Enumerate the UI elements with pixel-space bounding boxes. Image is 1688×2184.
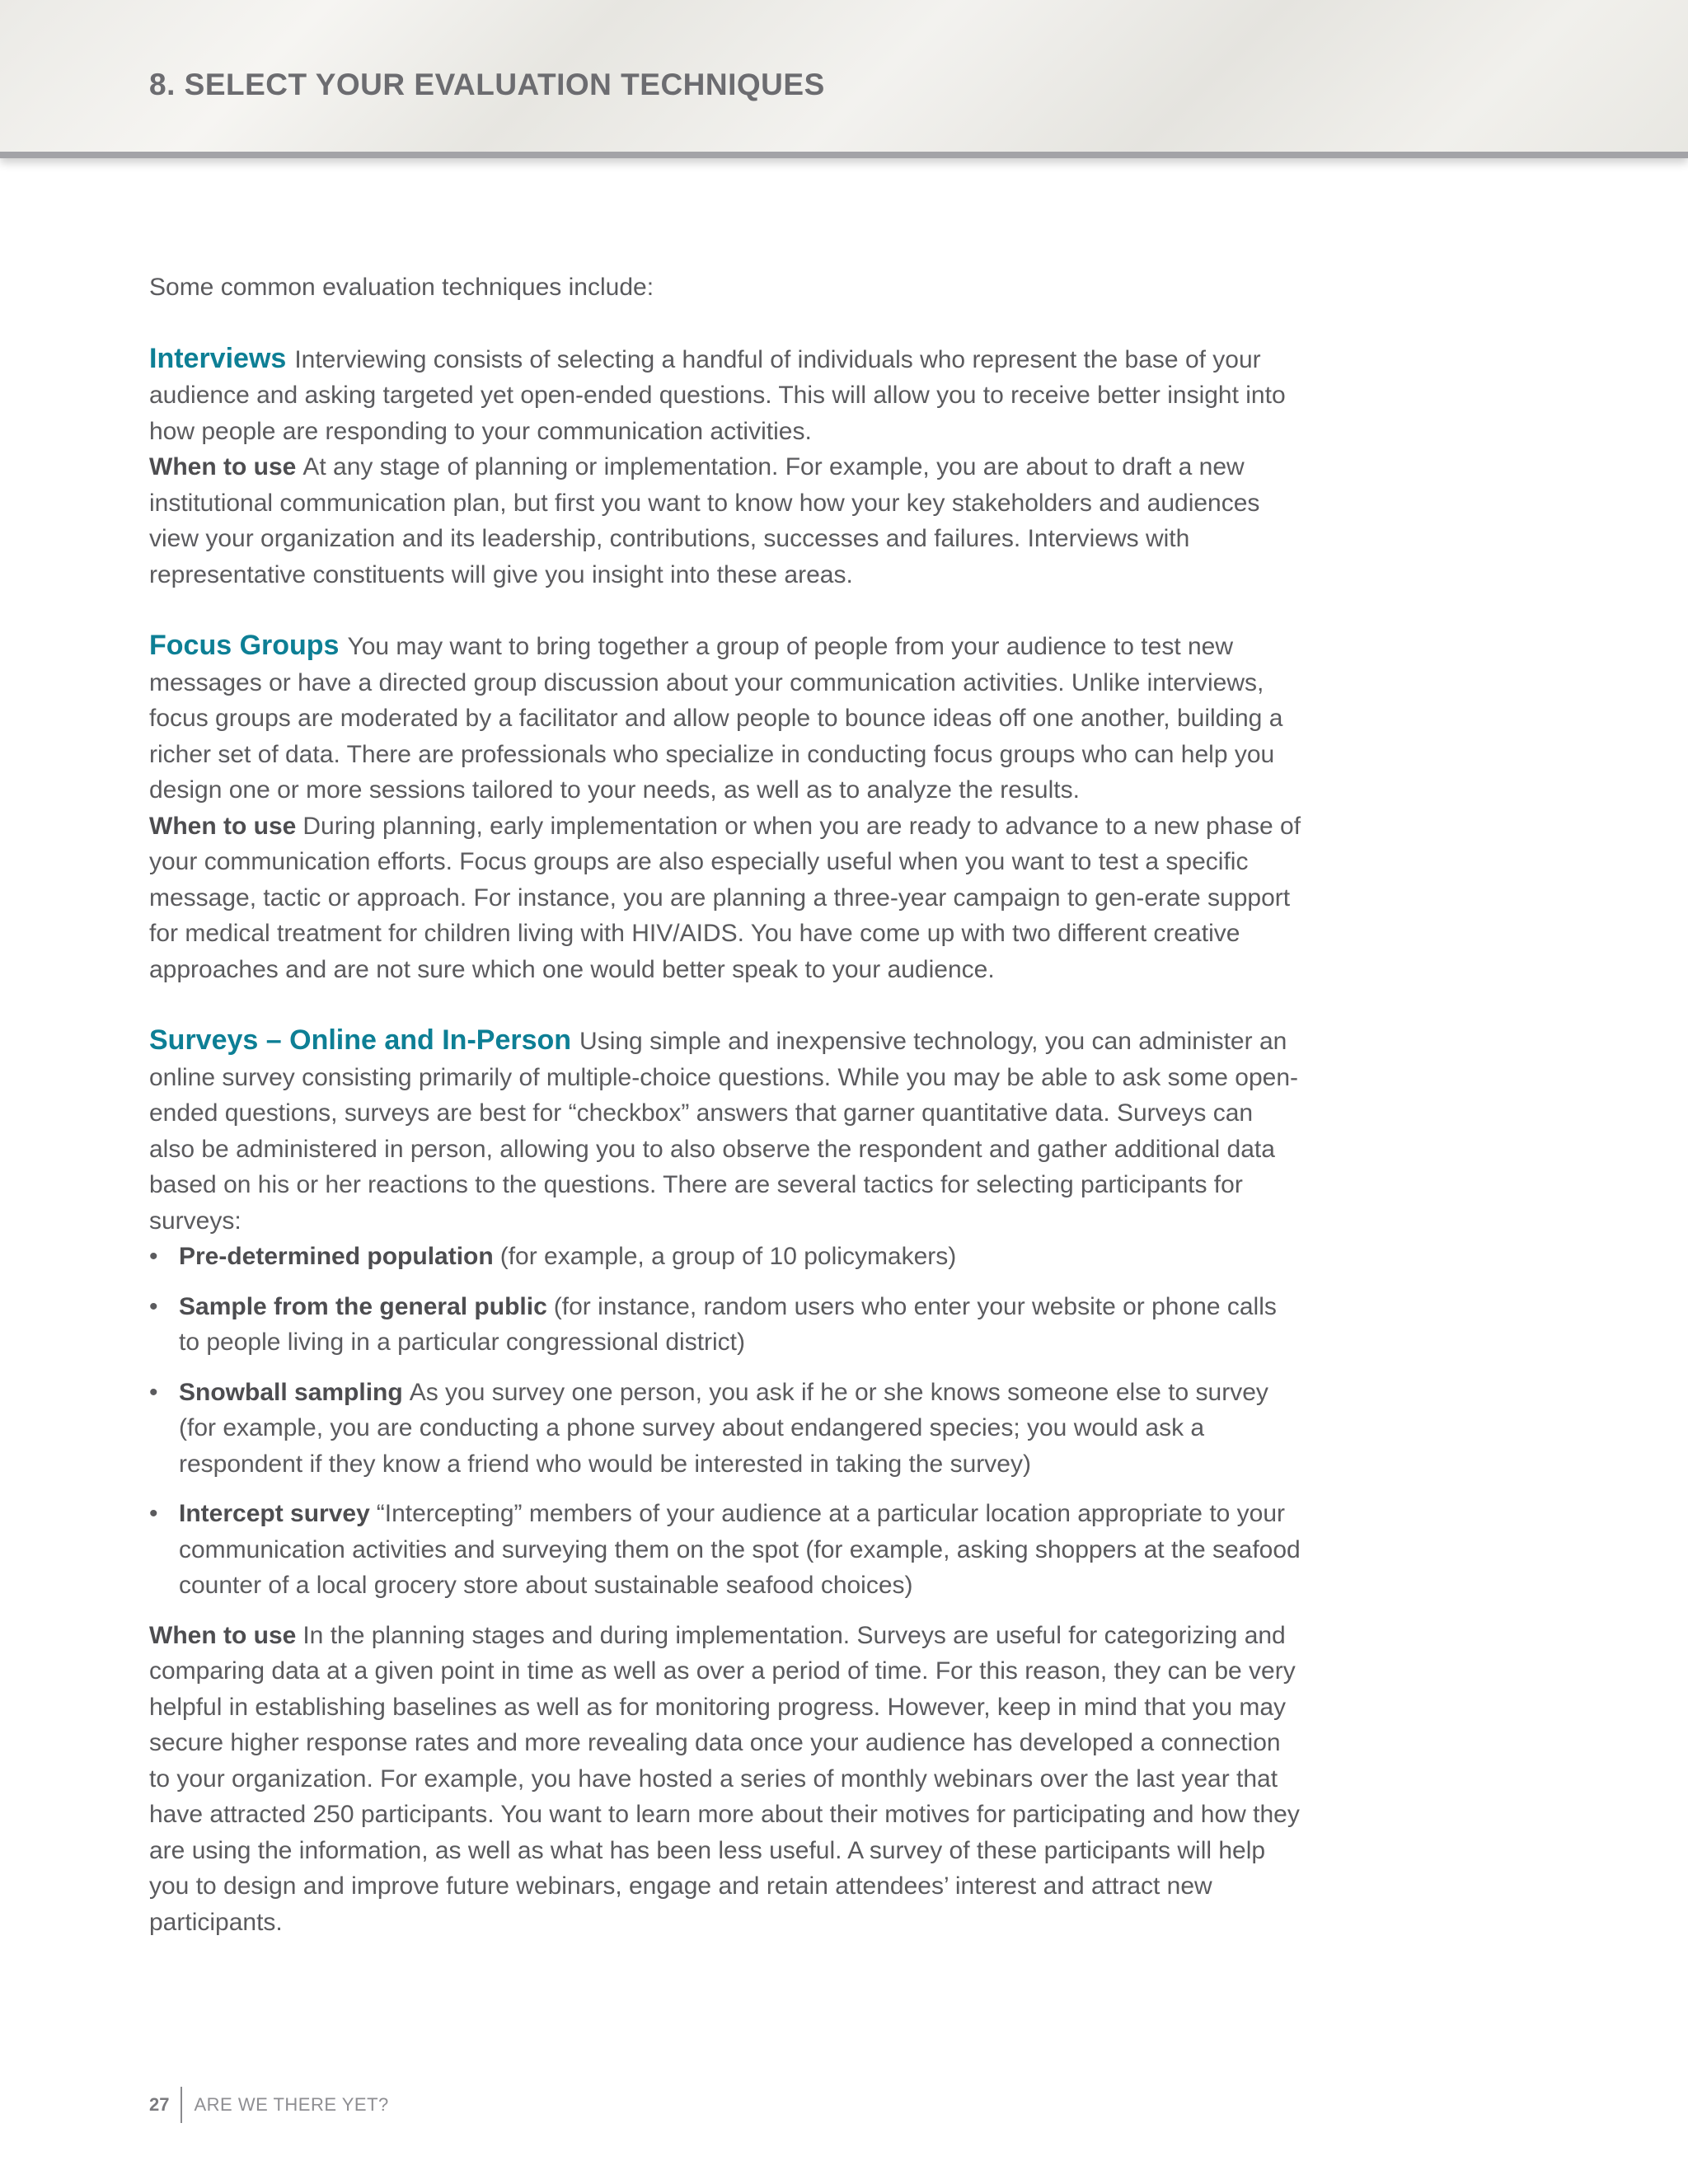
survey-tactics-list: [149, 1239, 1303, 1604]
when-to-use-label: When to use: [149, 1621, 297, 1649]
interviews-section: [149, 341, 1303, 593]
surveys-text: Using simple and inexpensive technology, you can administer an online survey consisting primarily of multiple-choice questions. While you may be able to ask some open-ended questions, surveys are best for “checkbox” answers that garner quantitative data. Surveys can also be administered in person, allowing you to also observe the respondent and gather additional data based on his or her reactions to the questions. There are several tactics for selecting participants for surveys:: [149, 1028, 1298, 1235]
main-content: [149, 269, 1303, 1975]
surveys-when-text: In the planning stages and during implementation. Surveys are useful for categorizing and comparing data at a given point in time as well as over a period of time. For this reason, they can be very helpful in establishing baselines as well as for monitoring progress. However, keep in mind that you may secure higher response rates and more revealing data once your audience has developed a connection to your organization. For example, you have hosted a series of monthly webinars over the last year that have attracted 250 participants. You want to learn more about their motives for participating and how they are using the information, as well as what has been less useful. A survey of these participants will help you to design and improve future webinars, engage and retain attendees’ interest and attract new participants.: [149, 1621, 1300, 1936]
section-title: 8. SELECT YOUR EVALUATION TECHNIQUES: [149, 68, 825, 101]
interviews-text: Interviewing consists of selecting a handful of individuals who represent the base of your audience and asking targeted yet open-ended questions. This will allow you to receive better insight into how people are responding to your communication activities.: [149, 345, 1286, 445]
list-item: [149, 1375, 1303, 1483]
header-band: [0, 0, 1688, 158]
focus-groups-section: [149, 628, 1303, 987]
surveys-heading: Surveys – Online and In-Person: [149, 1024, 572, 1056]
tactic-description: (for example, a group of 10 policymakers): [499, 1243, 957, 1270]
list-item: [149, 1496, 1303, 1604]
tactic-description: As you survey one person, you ask if he or she knows someone else to survey (for example, you are conducting a phone survey about endangered species; you would ask a respondent if they know a friend who would be interested in taking the survey): [179, 1378, 1268, 1478]
bullet-icon: •: [149, 1243, 158, 1270]
surveys-paragraph: [149, 1023, 1303, 1239]
when-to-use-label: When to use: [149, 453, 297, 480]
when-to-use-label: When to use: [149, 812, 297, 840]
intro-text: Some common evaluation techniques include:: [149, 274, 654, 301]
tactic-term: Intercept survey: [179, 1500, 370, 1527]
bullet-icon: •: [149, 1378, 158, 1406]
page-footer: [149, 2087, 389, 2123]
page-number: 27: [149, 2094, 170, 2115]
focus-groups-text: You may want to bring together a group of people from your audience to test new messages or have a directed group discussion about your communication activities. Unlike interviews, focus groups are moderated by a facilitator and allow people to bounce ideas off one another, building a richer set of data. There are professionals who specialize in conducting focus groups who can help you design one or more sessions tailored to your needs, as well as to analyze the results.: [149, 633, 1283, 804]
surveys-when-paragraph: [149, 1618, 1303, 1941]
surveys-section: [149, 1023, 1303, 1940]
focus-groups-heading: Focus Groups: [149, 630, 340, 661]
focus-groups-when-paragraph: [149, 808, 1303, 988]
tactic-term: Snowball sampling: [179, 1378, 403, 1406]
interviews-when-text: At any stage of planning or implementation. For example, you are about to draft a new institutional communication plan, but first you want to know how your key stakeholders and audiences view your organization and its leadership, contributions, successes and failures. Interviews with representative constituents will give you insight into these areas.: [149, 453, 1260, 588]
interviews-when-paragraph: [149, 449, 1303, 593]
focus-groups-paragraph: [149, 628, 1303, 808]
tactic-description: (for instance, random users who enter your website or phone calls to people living in a particular congressional district): [179, 1292, 1277, 1356]
interviews-heading: Interviews: [149, 342, 287, 374]
tactic-term: Pre-determined population: [179, 1243, 494, 1270]
focus-groups-when-text: During planning, early implementation or when you are ready to advance to a new phase of your communication efforts. Focus groups are also especially useful when you want to test a specific message, tactic or approach. For instance, you are planning a three-year campaign to gen-erate support for medical treatment for children living with HIV/AIDS. You have come up with two different creative approaches and are not sure which one would better speak to your audience.: [149, 812, 1301, 983]
tactic-term: Sample from the general public: [179, 1292, 547, 1320]
bullet-icon: •: [149, 1292, 158, 1320]
list-item: [149, 1289, 1303, 1361]
interviews-paragraph: [149, 341, 1303, 450]
bullet-icon: •: [149, 1500, 158, 1527]
list-item: [149, 1239, 1303, 1275]
footer-divider: [181, 2087, 182, 2123]
tactic-description: “Intercepting” members of your audience at a particular location appropriate to your communication activities and surveying them on the spot (for example, asking shoppers at the seafood counter of a local grocery store about sustainable seafood choices): [179, 1500, 1301, 1599]
publication-title: ARE WE THERE YET?: [194, 2094, 389, 2115]
